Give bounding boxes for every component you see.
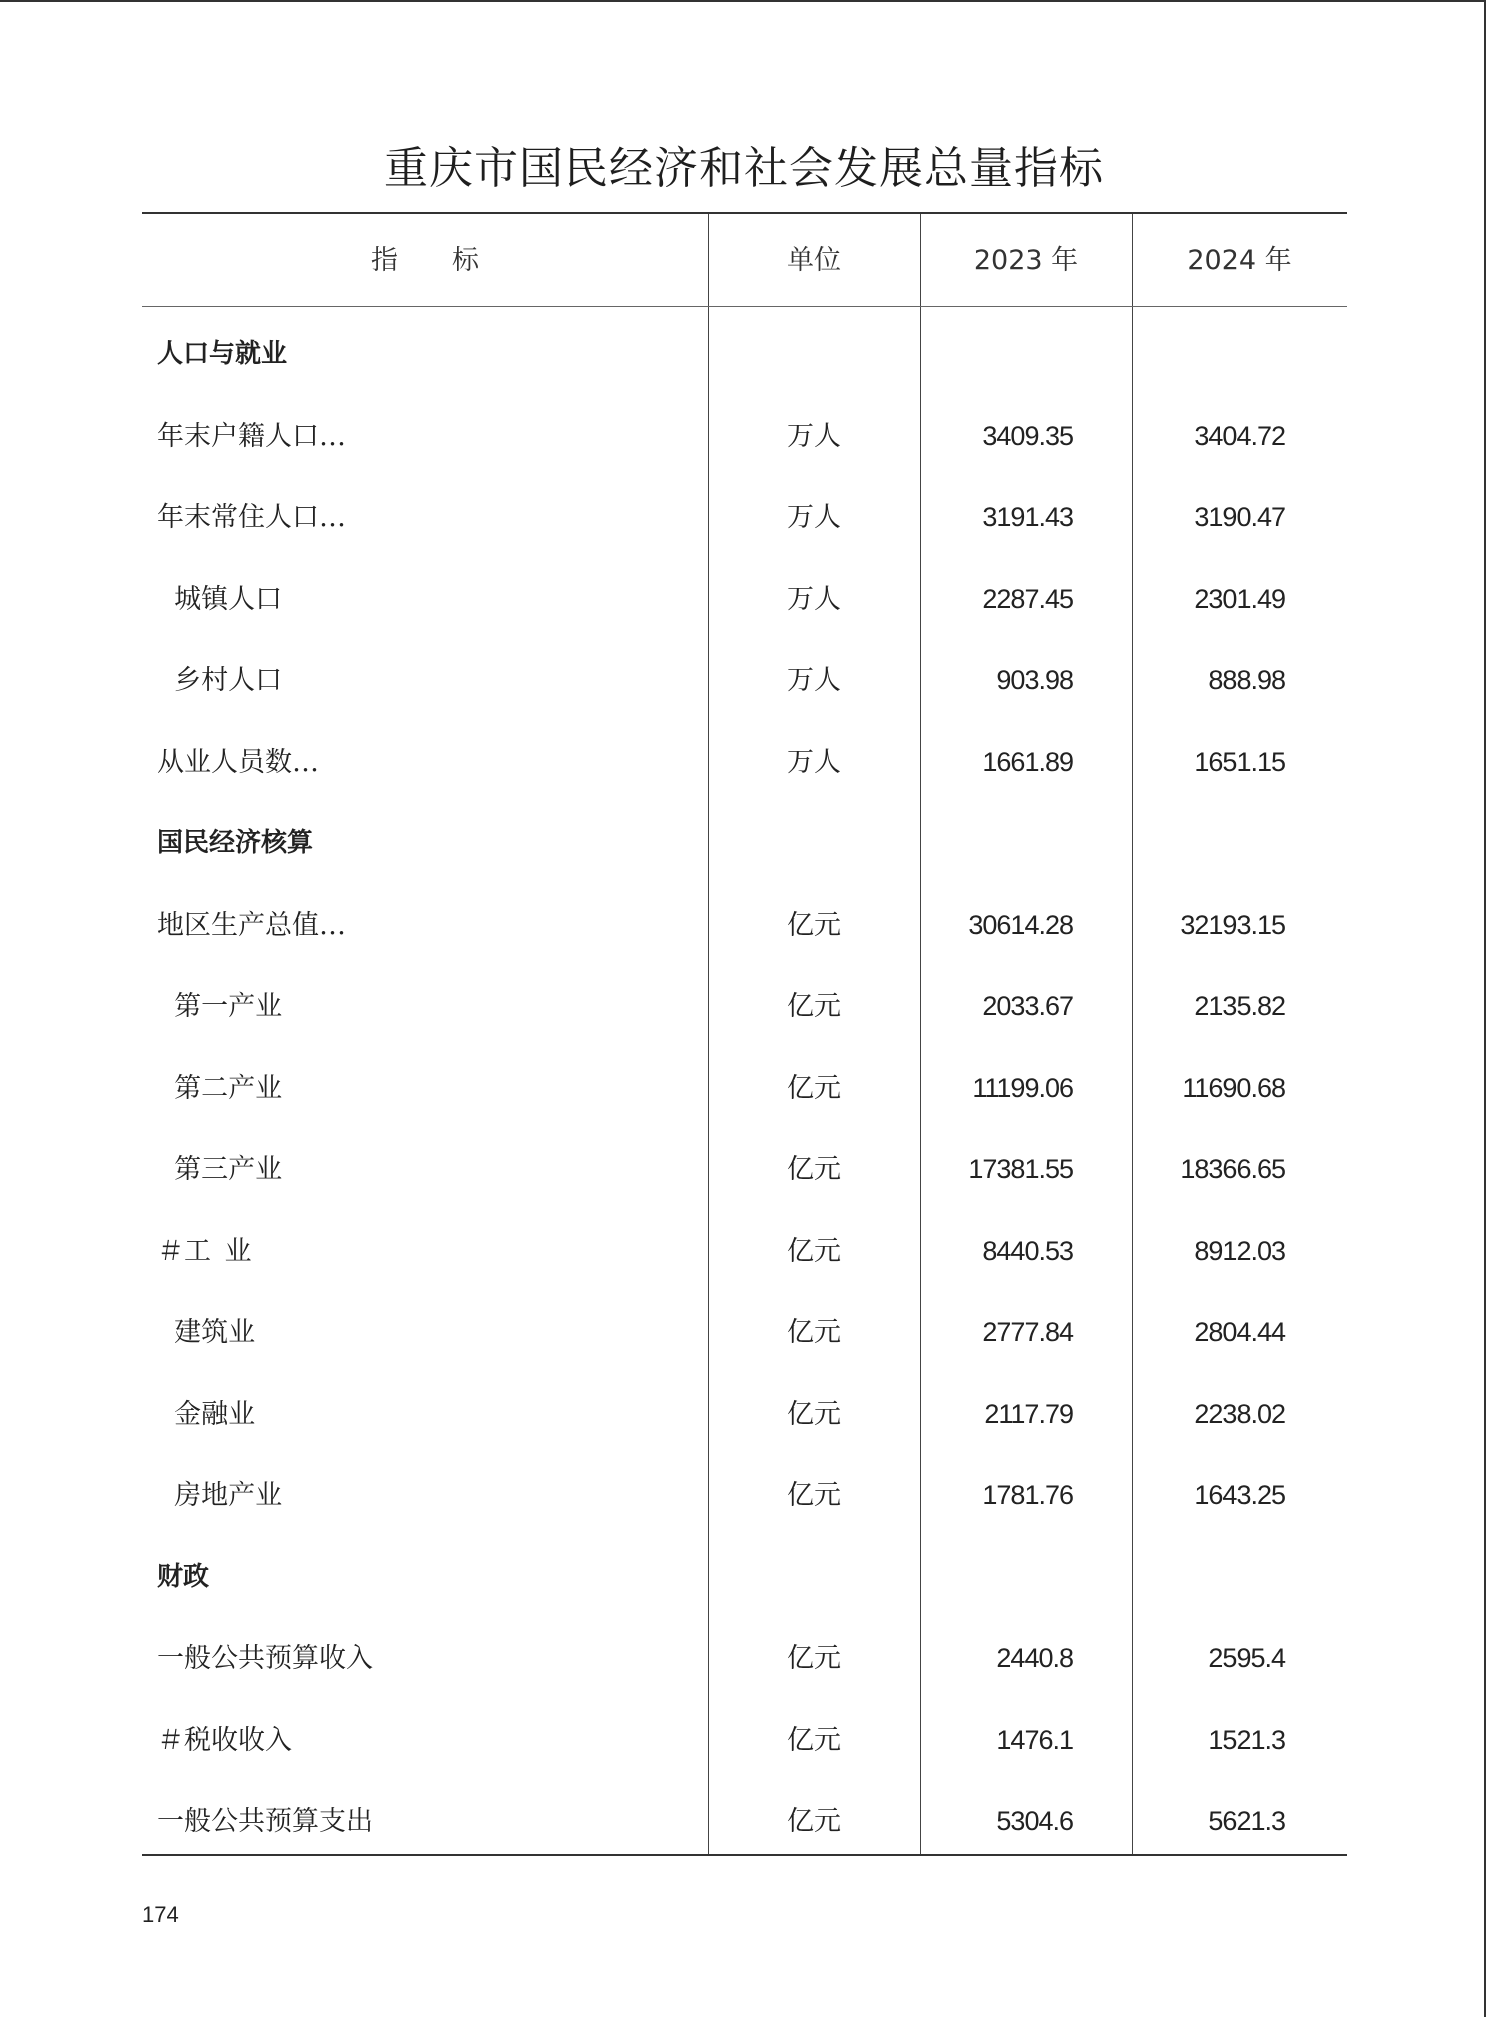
value-2023: 5304.6 <box>996 1806 1073 1836</box>
row-label: ＃税收收入 <box>157 1724 292 1756</box>
value-2024: 1651.15 <box>1194 746 1285 777</box>
value-2023: 2033.67 <box>982 991 1073 1021</box>
value-2024: 2595.4 <box>1208 1643 1285 1673</box>
value-2023: 1781.76 <box>982 1480 1073 1510</box>
value-2023: 30614.28 <box>968 909 1073 940</box>
table-row <box>142 640 1347 722</box>
value-2023: 1661.89 <box>982 746 1073 777</box>
row-label: 一般公共预算收入 <box>157 1643 373 1674</box>
section-label: 人口与就业 <box>157 339 288 369</box>
value-2024: 5621.3 <box>1208 1806 1285 1836</box>
table-row <box>142 966 1347 1048</box>
row-label: 建筑业 <box>157 1317 256 1348</box>
row-unit: 亿元 <box>787 909 841 941</box>
value-2024: 8912.03 <box>1194 1235 1285 1266</box>
value-2024: 18366.65 <box>1180 1154 1285 1184</box>
value-2024: 32193.15 <box>1180 909 1285 940</box>
value-2024: 3404.72 <box>1194 420 1285 451</box>
row-unit: 亿元 <box>787 1643 841 1674</box>
row-unit: 亿元 <box>787 991 841 1022</box>
row-unit: 亿元 <box>787 1072 841 1104</box>
table-row <box>142 1211 1347 1293</box>
value-2023: 2287.45 <box>982 583 1073 614</box>
value-2024: 2135.82 <box>1194 991 1285 1021</box>
value-2023: 17381.55 <box>968 1154 1073 1184</box>
section-label: 国民经济核算 <box>157 828 314 858</box>
value-2023: 3409.35 <box>982 420 1073 451</box>
header-2024: 2024 年 <box>1187 245 1292 276</box>
value-2023: 2117.79 <box>984 1398 1073 1429</box>
table-header <box>142 214 1347 307</box>
row-label: 乡村人口 <box>157 665 283 696</box>
statistics-table <box>142 212 1347 1856</box>
value-2023: 2777.84 <box>982 1317 1073 1347</box>
table-row <box>142 1292 1347 1374</box>
header-unit: 单位 <box>787 245 841 276</box>
row-unit: 亿元 <box>787 1724 841 1756</box>
row-label: 一般公共预算支出 <box>157 1806 373 1837</box>
row-unit: 亿元 <box>787 1235 841 1267</box>
table-row <box>142 1048 1347 1130</box>
row-label: 从业人员数… <box>157 746 319 778</box>
table-row <box>142 396 1347 478</box>
row-label: 年末户籍人口… <box>157 420 346 452</box>
section-row <box>142 1537 1347 1619</box>
table-row <box>142 722 1347 804</box>
row-unit: 亿元 <box>787 1317 841 1348</box>
table-row <box>142 1700 1347 1782</box>
value-2024: 1643.25 <box>1194 1480 1285 1510</box>
row-unit: 万人 <box>787 583 841 615</box>
row-unit: 万人 <box>787 420 841 452</box>
row-unit: 亿元 <box>787 1480 841 1511</box>
value-2023: 8440.53 <box>982 1235 1073 1266</box>
row-unit: 万人 <box>787 502 841 533</box>
row-label: 年末常住人口… <box>157 502 346 533</box>
value-2023: 2440.8 <box>996 1643 1073 1673</box>
table-row <box>142 1374 1347 1456</box>
table-row <box>142 477 1347 559</box>
table-row <box>142 885 1347 967</box>
section-row <box>142 314 1347 396</box>
table-row <box>142 1455 1347 1537</box>
value-2024: 11690.68 <box>1182 1072 1285 1103</box>
page-number: 174 <box>142 1902 179 1927</box>
row-label: 地区生产总值… <box>157 909 346 941</box>
section-label: 财政 <box>157 1561 210 1592</box>
row-label: 城镇人口 <box>157 583 283 615</box>
value-2024: 2301.49 <box>1194 583 1285 614</box>
value-2024: 1521.3 <box>1208 1724 1285 1755</box>
row-label: 第二产业 <box>157 1072 283 1104</box>
value-2023: 1476.1 <box>996 1724 1073 1755</box>
value-2024: 2804.44 <box>1194 1317 1285 1347</box>
row-unit: 亿元 <box>787 1154 841 1185</box>
value-2024: 2238.02 <box>1194 1398 1285 1429</box>
value-2023: 3191.43 <box>982 502 1073 532</box>
row-unit: 亿元 <box>787 1806 841 1837</box>
table-row <box>142 559 1347 641</box>
page-title: 重庆市国民经济和社会发展总量指标 <box>384 143 1104 194</box>
table-row <box>142 1781 1347 1863</box>
row-label: 金融业 <box>157 1398 256 1430</box>
row-label: ＃工 业 <box>157 1235 252 1267</box>
table-row <box>142 1618 1347 1700</box>
row-label: 房地产业 <box>157 1480 283 1511</box>
row-label: 第一产业 <box>157 991 283 1022</box>
value-2024: 888.98 <box>1208 665 1285 695</box>
value-2024: 3190.47 <box>1194 502 1285 532</box>
row-unit: 万人 <box>787 746 841 778</box>
value-2023: 11199.06 <box>972 1072 1073 1103</box>
row-unit: 亿元 <box>787 1398 841 1430</box>
value-2023: 903.98 <box>996 665 1073 695</box>
row-label: 第三产业 <box>157 1154 283 1185</box>
row-unit: 万人 <box>787 665 841 696</box>
section-row <box>142 803 1347 885</box>
header-2023: 2023 年 <box>973 245 1079 276</box>
header-indicator: 指 标 <box>371 245 479 276</box>
table-row <box>142 1129 1347 1211</box>
